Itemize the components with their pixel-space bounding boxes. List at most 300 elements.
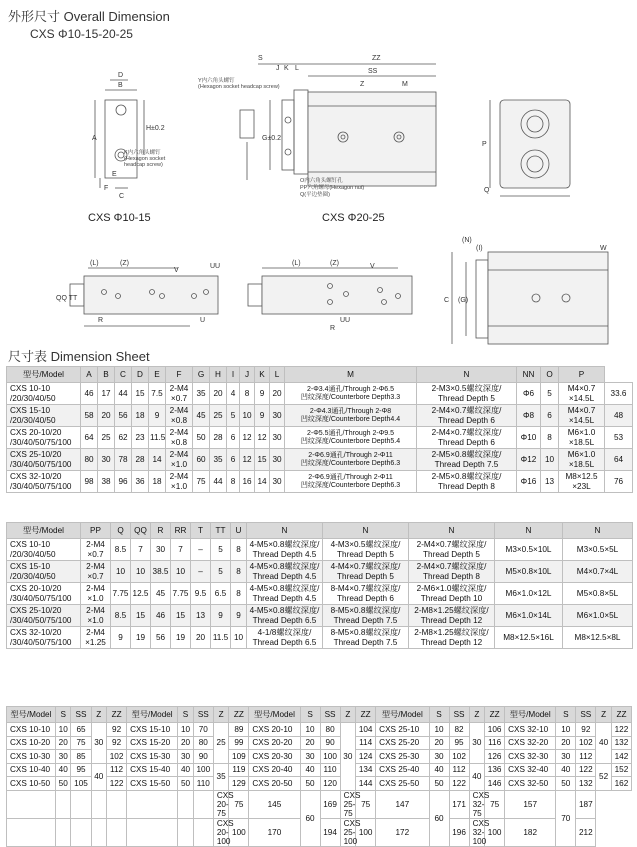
table2-cell: 4-M3×0.5螺纹深度/ Thread Depth 5 <box>323 539 409 561</box>
table1-cell: 2-M5×0.8螺纹深度/ Thread Depth 8 <box>417 471 517 493</box>
table2-cell: 4-M5×0.8螺纹深度/ Thread Depth 6.5 <box>247 605 323 627</box>
dimension-table-2 <box>6 522 633 649</box>
stroke-cell: CXS 32-20 <box>505 736 556 750</box>
series-title: CXS Φ10-15-20-25 <box>30 27 133 41</box>
stroke-cell: 112 <box>107 763 127 777</box>
stroke-cell <box>91 790 107 818</box>
dim-r2: R <box>330 325 336 332</box>
stroke-cell: 187 <box>576 790 596 818</box>
table2-cell: 5 <box>211 561 231 583</box>
table1-cell: M8×12.5 ×23L <box>559 471 605 493</box>
table1-cell: 7.5 <box>149 383 166 405</box>
table2-cell: 10 <box>131 561 151 583</box>
table2-header-4: R <box>151 523 171 539</box>
callout-k-screw: K内六角头螺钉 <box>124 150 161 156</box>
table2-cell: 2-M4 ×1.0 <box>81 605 111 627</box>
table1-cell: 2-M5×0.8螺纹深度/ Thread Depth 7.5 <box>417 449 517 471</box>
table1-cell: Φ16 <box>517 471 541 493</box>
table2-header-10: N <box>323 523 409 539</box>
stroke-header-1-4: ZZ <box>229 707 249 723</box>
stroke-z-cell: 70 <box>556 790 576 846</box>
stroke-cell: 126 <box>485 750 505 764</box>
dim-e: E <box>112 171 117 178</box>
stroke-cell: 122 <box>611 723 631 737</box>
table2-cell: M3×0.5×10L <box>495 539 563 561</box>
table1-cell: 12 <box>240 449 255 471</box>
stroke-cell: CXS 25-10 <box>376 723 429 737</box>
stroke-cell: 132 <box>611 736 631 750</box>
stroke-cell: 65 <box>71 723 91 737</box>
stroke-cell: CXS 10-20 <box>7 736 56 750</box>
table1-header-11: K <box>255 367 270 383</box>
stroke-z-cell: 60 <box>300 790 320 846</box>
table1-cell: M6×1.0 ×18.5L <box>559 427 605 449</box>
table1-header-15: NN <box>517 367 541 383</box>
stroke-cell: CXS 25-75 <box>340 790 356 818</box>
table1-cell: 2-M3×0.5螺纹深度/ Thread Depth 5 <box>417 383 517 405</box>
table1-cell: 30 <box>270 449 285 471</box>
table2-header-8: U <box>231 523 247 539</box>
table2-cell: 9.5 <box>191 583 211 605</box>
stroke-cell <box>91 818 107 846</box>
stroke-cell: CXS 32-100 <box>469 818 485 846</box>
table1-cell: 58 <box>81 405 98 427</box>
stroke-header-0-2: SS <box>71 707 91 723</box>
table2-cell: 7.75 <box>111 583 131 605</box>
stroke-cell: 10 <box>178 723 194 737</box>
stroke-cell: 212 <box>576 818 596 846</box>
dim-f: F <box>104 185 109 192</box>
dim-v2: V <box>370 263 375 270</box>
table1-cell: 6 <box>227 427 240 449</box>
table2-cell: – <box>191 561 211 583</box>
table1-cell: Φ8 <box>517 405 541 427</box>
stroke-cell: 169 <box>320 790 340 818</box>
stroke-z-cell: 60 <box>429 790 449 846</box>
table2-header-13: N <box>563 523 633 539</box>
stroke-header-3-1: S <box>429 707 449 723</box>
table1-cell: 64 <box>81 427 98 449</box>
table1-cell: CXS 15-10 /20/30/40/50 <box>7 405 81 427</box>
stroke-cell: 70 <box>193 723 213 737</box>
stroke-cell: 182 <box>505 818 556 846</box>
table1-cell: 20 <box>270 383 285 405</box>
table1-cell: 2-Φ5.5通孔/Through 2-Φ9.5 凹纹深度/Counterbore Depth5.4 <box>285 427 417 449</box>
table-row <box>7 427 633 449</box>
table1-cell: 6 <box>541 405 559 427</box>
table2-cell: 6.5 <box>211 583 231 605</box>
stroke-cell <box>71 818 91 846</box>
dim-g2: (G) <box>458 297 469 304</box>
table1-cell: 2-M4 ×0.8 <box>166 405 193 427</box>
table2-cell: 2-M4 ×1.0 <box>81 583 111 605</box>
callout-pp: PP六角螺母(Hexagon nut) <box>300 185 365 191</box>
stroke-cell: 119 <box>229 763 249 777</box>
sheet-title: 尺寸表 Dimension Sheet <box>8 349 150 364</box>
stroke-cell: 132 <box>576 777 596 791</box>
table2-cell: 4-M5×0.8螺纹深度/ Thread Depth 4.5 <box>247 539 323 561</box>
stroke-cell: 152 <box>611 763 631 777</box>
table2-cell: M8×12.5×8L <box>563 627 633 649</box>
dim-uu2: UU <box>340 317 351 324</box>
table1-cell: M6×1.0 ×18.5L <box>559 449 605 471</box>
stroke-cell <box>178 790 194 818</box>
stroke-z-cell: 40 <box>596 723 612 764</box>
table2-cell: 13 <box>191 605 211 627</box>
stroke-cell: 99 <box>229 736 249 750</box>
table1-cell: 2-Φ3.4通孔/Through 2-Φ6.5 凹纹深度/Counterbore Depth3.3 <box>285 383 417 405</box>
table1-cell: Φ6 <box>517 383 541 405</box>
table1-cell: 2-M4 ×0.7 <box>166 383 193 405</box>
table1-cell: 14 <box>255 471 270 493</box>
table2-cell: 10 <box>111 561 131 583</box>
stroke-cell: 122 <box>576 763 596 777</box>
dim-r: R <box>98 317 104 324</box>
table2-header-5: RR <box>171 523 191 539</box>
table2-cell: 2-M4 ×1.25 <box>81 627 111 649</box>
table2-cell: 45 <box>151 583 171 605</box>
stroke-cell: CXS 25-40 <box>376 763 429 777</box>
table2-cell: 19 <box>131 627 151 649</box>
dim-z3: (Z) <box>330 260 339 267</box>
stroke-z-cell: 30 <box>469 723 485 764</box>
table1-cell: M4×0.7 ×14.5L <box>559 383 605 405</box>
table2-cell: M6×1.0×12L <box>495 583 563 605</box>
stroke-cell: 50 <box>178 777 194 791</box>
stroke-cell: 20 <box>429 736 449 750</box>
table2-cell: – <box>191 539 211 561</box>
table1-cell: 2-Φ4.3通孔/Through 2-Φ8 凹纹深度/Counterbore Depth4.4 <box>285 405 417 427</box>
stroke-cell: 102 <box>576 736 596 750</box>
dim-c: C <box>119 193 125 200</box>
dim-uu: UU <box>210 263 221 270</box>
table2-cell: M4×0.7×4L <box>563 561 633 583</box>
svg-text:headcap screw): headcap screw) <box>124 162 163 168</box>
table-row <box>7 605 633 627</box>
stroke-cell: 90 <box>193 750 213 764</box>
stroke-cell: CXS 10-50 <box>7 777 56 791</box>
table2-header-3: QQ <box>131 523 151 539</box>
bottom-view-2 <box>248 268 412 314</box>
callout-q: Q(平边垫圈) <box>300 192 330 198</box>
svg-text:(Hexagon socket headcap screw): (Hexagon socket headcap screw) <box>198 84 280 90</box>
stroke-cell <box>55 818 71 846</box>
dim-i: (I) <box>476 245 483 252</box>
stroke-cell: 147 <box>376 790 429 818</box>
stroke-cell: 92 <box>576 723 596 737</box>
table2-header-12: N <box>495 523 563 539</box>
dim-ss: SS <box>368 68 378 75</box>
stroke-cell <box>55 790 71 818</box>
table1-header-6: F <box>166 367 193 383</box>
stroke-cell: 145 <box>249 790 300 818</box>
dim-qq: QQ TT <box>56 295 78 302</box>
stroke-cell: 50 <box>300 777 320 791</box>
stroke-cell: 50 <box>429 777 449 791</box>
stroke-cell: CXS 15-50 <box>127 777 178 791</box>
table1-header-0: 型号/Model <box>7 367 81 383</box>
table1-header-4: D <box>132 367 149 383</box>
stroke-cell: 10 <box>300 723 320 737</box>
table2-cell: 8-M5×0.8螺纹深度/ Thread Depth 7.5 <box>323 605 409 627</box>
table1-cell: 15 <box>255 449 270 471</box>
stroke-header-3-4: ZZ <box>485 707 505 723</box>
stroke-cell: 142 <box>611 750 631 764</box>
table1-cell: 20 <box>210 383 227 405</box>
table1-cell: 15 <box>132 383 149 405</box>
bottom-view-1 <box>70 268 218 326</box>
stroke-cell: 89 <box>229 723 249 737</box>
table1-cell: 30 <box>270 427 285 449</box>
table2-cell: 2-M8×1.25螺纹深度/ Thread Depth 12 <box>409 627 495 649</box>
callout-y-screw: Y内六角头螺钉 <box>198 78 235 84</box>
table1-header-12: L <box>270 367 285 383</box>
table1-cell: 8 <box>240 383 255 405</box>
table-row <box>7 471 633 493</box>
stroke-cell: CXS 32-30 <box>505 750 556 764</box>
table1-cell: 17 <box>98 383 115 405</box>
stroke-cell: 92 <box>107 723 127 737</box>
table2-cell: 9 <box>231 605 247 627</box>
stroke-cell: 95 <box>449 736 469 750</box>
table1-header-2: B <box>98 367 115 383</box>
table1-cell: 35 <box>193 383 210 405</box>
table2-cell: 2-M6×1.0螺纹深度/ Thread Depth 10 <box>409 583 495 605</box>
table1-cell: 18 <box>132 405 149 427</box>
table1-header-1: A <box>81 367 98 383</box>
stroke-cell <box>7 790 56 818</box>
table2-cell: 20 <box>191 627 211 649</box>
stroke-header-3-2: SS <box>449 707 469 723</box>
stroke-header-2-2: SS <box>320 707 340 723</box>
stroke-cell: 90 <box>320 736 340 750</box>
stroke-header-1-0: 型号/Model <box>127 707 178 723</box>
dim-a: A <box>92 135 97 142</box>
table1-cell: 28 <box>132 449 149 471</box>
stroke-cell: 40 <box>300 763 320 777</box>
table2-cell: 8.5 <box>111 605 131 627</box>
table2-cell: 2-M4 ×0.7 <box>81 539 111 561</box>
dim-l: L <box>295 65 299 72</box>
table1-cell: 28 <box>210 427 227 449</box>
table1-cell: 12 <box>240 427 255 449</box>
dim-c2: C <box>444 297 450 304</box>
stroke-cell: 122 <box>449 777 469 791</box>
table2-cell: CXS 20-10/20 /30/40/50/75/100 <box>7 583 81 605</box>
table1-cell: 2-M4×0.7螺纹深度/ Thread Depth 6 <box>417 405 517 427</box>
table2-header-1: PP <box>81 523 111 539</box>
stroke-cell: 30 <box>178 750 194 764</box>
table2-header-0: 型号/Model <box>7 523 81 539</box>
stroke-header-4-1: S <box>556 707 576 723</box>
dim-z2: (Z) <box>120 260 129 267</box>
stroke-cell: 116 <box>485 736 505 750</box>
stroke-cell: CXS 32-10 <box>505 723 556 737</box>
table1-cell: 2-M4 ×0.8 <box>166 427 193 449</box>
stroke-cell: 157 <box>505 790 556 818</box>
stroke-cell: 170 <box>249 818 300 846</box>
table1-header-17: P <box>559 367 605 383</box>
stroke-cell: CXS 20-40 <box>249 763 300 777</box>
table2-cell: 2-M4×0.7螺纹深度/ Thread Depth 8 <box>409 561 495 583</box>
table-row <box>7 627 633 649</box>
table1-cell: 20 <box>98 405 115 427</box>
stroke-cell: 171 <box>449 790 469 818</box>
dim-v: V <box>174 267 179 274</box>
stroke-header-2-4: ZZ <box>356 707 376 723</box>
table2-cell: 8.5 <box>111 539 131 561</box>
table2-cell: 15 <box>131 605 151 627</box>
stroke-cell: 30 <box>556 750 576 764</box>
table1-cell: 16 <box>240 471 255 493</box>
stroke-cell: 100 <box>229 818 249 846</box>
stroke-header-2-3: Z <box>340 707 356 723</box>
table2-cell: 4-M4×0.7螺纹深度/ Thread Depth 5 <box>323 561 409 583</box>
dim-l2: (L) <box>90 260 99 267</box>
table-row <box>7 790 632 818</box>
stroke-cell: CXS 20-30 <box>249 750 300 764</box>
stroke-cell <box>7 818 56 846</box>
dim-b: B <box>118 82 123 89</box>
stroke-cell: 129 <box>229 777 249 791</box>
table2-header-6: T <box>191 523 211 539</box>
table1-cell: 75 <box>193 471 210 493</box>
table1-header-5: E <box>149 367 166 383</box>
stroke-cell: 162 <box>611 777 631 791</box>
table2-cell: M8×12.5×16L <box>495 627 563 649</box>
stroke-cell: 124 <box>356 750 376 764</box>
stroke-cell: CXS 20-20 <box>249 736 300 750</box>
table1-cell: 78 <box>115 449 132 471</box>
dimension-table-1 <box>6 366 633 493</box>
stroke-header-0-4: ZZ <box>107 707 127 723</box>
table2-cell: 2-M4×0.7螺纹深度/ Thread Depth 5 <box>409 539 495 561</box>
dim-j: J <box>276 65 280 72</box>
stroke-cell: CXS 25-50 <box>376 777 429 791</box>
table2-header-9: N <box>247 523 323 539</box>
table1-header-14: N <box>417 367 517 383</box>
stroke-cell: 30 <box>300 750 320 764</box>
stroke-z-cell: 40 <box>91 763 107 790</box>
table1-cell: M4×0.7 ×14.5L <box>559 405 605 427</box>
stroke-cell: 112 <box>449 763 469 777</box>
stroke-cell: 20 <box>178 736 194 750</box>
table1-cell: 5 <box>541 383 559 405</box>
stroke-z-cell: 30 <box>340 723 356 791</box>
dim-z: Z <box>360 81 365 88</box>
stroke-cell <box>178 818 194 846</box>
stroke-cell: CXS 15-30 <box>127 750 178 764</box>
callout-o: O内六角头螺钉孔 <box>300 178 343 184</box>
table1-cell: 36 <box>132 471 149 493</box>
stroke-cell: CXS 32-50 <box>505 777 556 791</box>
stroke-cell: 82 <box>449 723 469 737</box>
table2-cell: CXS 15-10 /20/30/40/50 <box>7 561 81 583</box>
stroke-cell <box>193 818 213 846</box>
table1-cell: 44 <box>210 471 227 493</box>
table2-cell: 7 <box>131 539 151 561</box>
table2-header-2: Q <box>111 523 131 539</box>
stroke-header-2-0: 型号/Model <box>249 707 300 723</box>
stroke-cell: 134 <box>356 763 376 777</box>
table2-cell: M3×0.5×5L <box>563 539 633 561</box>
table1-cell: 46 <box>81 383 98 405</box>
table1-cell: 44 <box>115 383 132 405</box>
caption-large: CXS Φ20-25 <box>322 212 385 224</box>
stroke-cell: CXS 10-30 <box>7 750 56 764</box>
stroke-cell: 10 <box>55 723 71 737</box>
stroke-cell: 100 <box>320 750 340 764</box>
stroke-header-1-3: Z <box>213 707 229 723</box>
stroke-cell: CXS 32-75 <box>469 790 485 818</box>
table1-cell: 10 <box>541 449 559 471</box>
stroke-header-4-0: 型号/Model <box>505 707 556 723</box>
table1-cell: 9 <box>255 383 270 405</box>
stroke-cell: 102 <box>107 750 127 764</box>
table2-cell: 12.5 <box>131 583 151 605</box>
stroke-cell: CXS 32-40 <box>505 763 556 777</box>
table1-cell: 30 <box>270 405 285 427</box>
table2-cell: M5×0.8×5L <box>563 583 633 605</box>
table2-cell: 8 <box>231 539 247 561</box>
stroke-header-0-0: 型号/Model <box>7 707 56 723</box>
stroke-cell: 194 <box>320 818 340 846</box>
stroke-cell: 85 <box>71 750 91 764</box>
end-view-right <box>490 100 570 196</box>
page-title: 外形尺寸 Overall Dimension <box>8 9 170 24</box>
table2-cell: 9 <box>111 627 131 649</box>
table-row <box>7 539 633 561</box>
stroke-cell: 146 <box>485 777 505 791</box>
table1-cell: CXS 10-10 /20/30/40/50 <box>7 383 81 405</box>
table1-cell: 9 <box>149 405 166 427</box>
stroke-cell: 40 <box>429 763 449 777</box>
table1-cell: 2-M4 ×1.0 <box>166 449 193 471</box>
table1-cell: 38 <box>98 471 115 493</box>
table1-cell: 30 <box>98 449 115 471</box>
table1-cell: 25 <box>98 427 115 449</box>
table2-cell: 8 <box>231 561 247 583</box>
table1-cell: 12 <box>255 427 270 449</box>
table2-cell: 10 <box>231 627 247 649</box>
dim-w: W <box>600 245 607 252</box>
table1-header-16: O <box>541 367 559 383</box>
stroke-cell: 105 <box>71 777 91 791</box>
table1-cell: 45 <box>193 405 210 427</box>
stroke-cell: CXS 25-30 <box>376 750 429 764</box>
table2-cell: M6×1.0×14L <box>495 605 563 627</box>
table2-cell: 56 <box>151 627 171 649</box>
stroke-cell: 75 <box>485 790 505 818</box>
table2-cell: CXS 25-10/20 /30/40/50/75/100 <box>7 605 81 627</box>
table1-cell: 11.5 <box>149 427 166 449</box>
table1-cell: 76 <box>605 471 633 493</box>
stroke-cell: 136 <box>485 763 505 777</box>
table1-header-13: M <box>285 367 417 383</box>
stroke-cell: 120 <box>320 777 340 791</box>
stroke-z-cell: 25 <box>213 723 229 764</box>
table2-cell: 19 <box>171 627 191 649</box>
stroke-cell <box>71 790 91 818</box>
stroke-cell: 20 <box>55 736 71 750</box>
dim-zz: ZZ <box>372 55 381 62</box>
stroke-cell: 110 <box>193 777 213 791</box>
dim-u: U <box>200 317 206 324</box>
stroke-cell: 92 <box>107 736 127 750</box>
table1-cell: 10 <box>240 405 255 427</box>
table2-cell: 4-1/8螺纹深度/ Thread Depth 6.5 <box>247 627 323 649</box>
table2-cell: M6×1.0×5L <box>563 605 633 627</box>
